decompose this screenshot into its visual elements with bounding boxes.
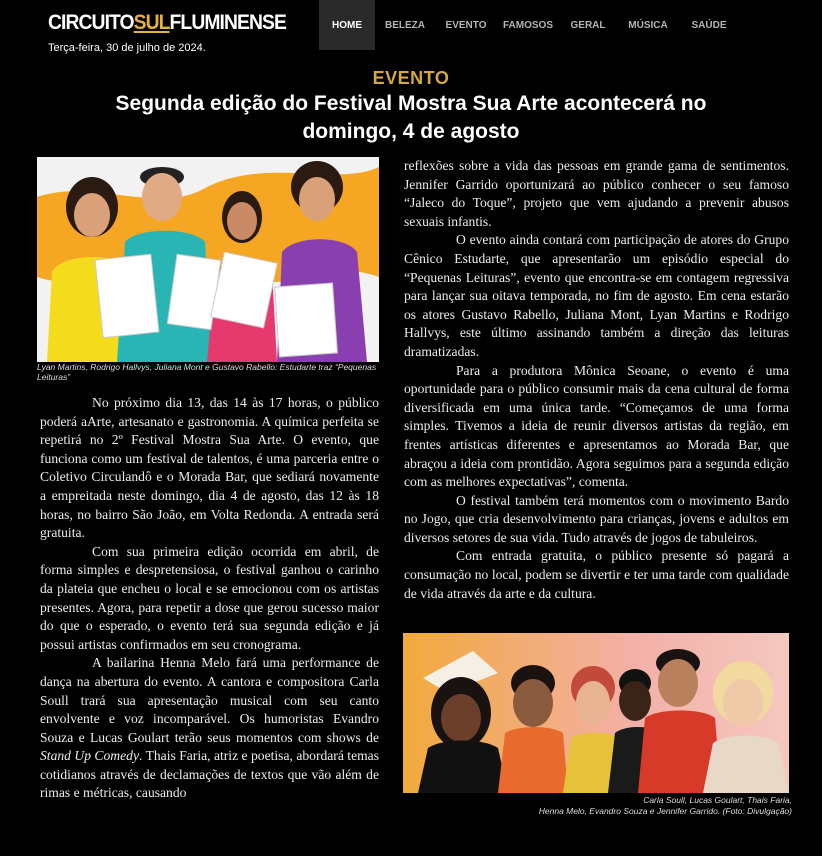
paragraph: O festival também terá momentos com o movimento Bardo no Jogo, que cria desenvolvimento para crianças, jovens e adultos em diversos setores de sua vida. Tudo através de jogos de tabuleiros. bbox=[404, 492, 789, 545]
article-title: Segunda edição do Festival Mostra Sua Arte acontecerá no domingo, 4 de agosto bbox=[115, 92, 707, 143]
paragraph-emphasis: Stand Up Comedy bbox=[40, 748, 139, 764]
nav-item-home[interactable]: HOME bbox=[319, 0, 375, 50]
nav-item-beleza[interactable]: BELEZA bbox=[385, 19, 425, 31]
paragraph: O evento ainda contará com participação de atores do Grupo Cênico Estudarte, que apresentarão um episódio especial do “Pequenas Leituras”, evento que encontra-se em contagem regressiva para lançar sua oitava temporada, no fim de agosto. Em cena estarão os atores Gustavo Rabello, Juliana Mont, Lyan Martins e Rodrigo Hallvys, este último assinando também a direção das leituras dramatizadas. bbox=[404, 232, 789, 359]
nav-item-famosos[interactable]: FAMOSOS bbox=[502, 19, 553, 31]
paragraph-continued: reflexões sobre a vida das pessoas em grande gama de sentimentos. Jennifer Garrido oportunizará ao público conhecer o seu famoso “Jaleco do Toque”, projeto que vem ajudando a prevenir abusos sexuais infantis. bbox=[404, 158, 789, 229]
article-body-left bbox=[40, 394, 379, 803]
nav-item-musica[interactable]: MÚSICA bbox=[628, 19, 668, 31]
caption-line: Henna Melo, Evandro Souza e Jennifer Garrido. (Foto: Divulgação) bbox=[538, 806, 792, 816]
logo-text-part2: SUL bbox=[133, 11, 170, 34]
paragraph: Para a produtora Mônica Seoane, o evento é uma oportunidade para o público consumir mais da cena cultural de forma diversificada em uma única tarde. “Começamos de uma forma simples. Tivemos a ideia de reunir diversos artistas da região, em frentes artísticas diferentes e apresentamos ao Morada Bar, que abraçou a ideia com prontidão. Agora seguimos para a segunda edição com as melhores expectativas”, comenta. bbox=[404, 362, 789, 490]
nav-item-evento[interactable]: EVENTO bbox=[445, 19, 487, 31]
nav-item-geral[interactable]: GERAL bbox=[570, 19, 606, 31]
photo-caption-artists bbox=[403, 795, 792, 817]
site-logo[interactable] bbox=[48, 11, 286, 35]
main-nav bbox=[319, 0, 739, 50]
caption-line: Carla Soull, Lucas Goulart, Thais Faria, bbox=[643, 795, 792, 805]
article-body-right bbox=[404, 157, 789, 603]
nav-item-saude[interactable]: SAÚDE bbox=[691, 19, 727, 31]
current-date: Terça-feira, 30 de julho de 2024. bbox=[48, 42, 206, 54]
logo-text-part3: FLUMINENSE bbox=[169, 11, 286, 34]
paragraph-text: A bailarina Henna Melo fará uma performance de dança na abertura do evento. A cantora e compositora Carla Soull trará sua apresentação musical com seu canto envolvente e voz incomparável. Os humoristas Evandro Souza e Lucas Goulart terão seus momentos com shows de bbox=[40, 655, 379, 745]
paragraph: No próximo dia 13, das 14 às 17 horas, o público poderá aArte, artesanato e gastronomia. A química perfeita se repetirá no 2º Festival Mostra Sua Arte. O evento, que funciona como um festival de talentos, é uma parceria entre o Coletivo Circulandô e o Morada Bar, que sediará novamente a empreitada neste domingo, dia 4 de agosto, das 12 às 18 horas, no bairro São João, em Volta Redonda. A entrada será gratuita. bbox=[40, 395, 379, 541]
paragraph: Com entrada gratuita, o público presente só pagará a consumação no local, podem se divertir e ter uma tarde com qualidade de vida através da arte e da cultura. bbox=[404, 548, 789, 601]
paragraph-text: . Thais Faria, atriz e poetisa, abordará temas cotidianos através de declamações de textos que vão além de rimas e métricas, causando bbox=[40, 748, 379, 801]
article-category[interactable]: EVENTO bbox=[372, 68, 450, 88]
article-photo-artists bbox=[403, 633, 789, 793]
paragraph bbox=[40, 654, 379, 803]
article-photo-estudarte bbox=[37, 157, 379, 362]
logo-text-part1: CIRCUITO bbox=[48, 11, 134, 34]
photo-caption-estudarte: Lyan Martins, Rodrigo Hallvys, Juliana Mont e Gustavo Rabello: Estudarte traz “Pequenas Leituras” bbox=[37, 362, 377, 382]
paragraph: Com sua primeira edição ocorrida em abril, de forma simples e despretensiosa, o festival ganhou o carinho da plateia que encheu o local e se emocionou com os artistas presentes. Agora, para repetir a dose que gerou sucesso maior do que o esperado, o evento terá sua segunda edição e já possui artistas confirmados em seu cronograma. bbox=[40, 543, 379, 652]
